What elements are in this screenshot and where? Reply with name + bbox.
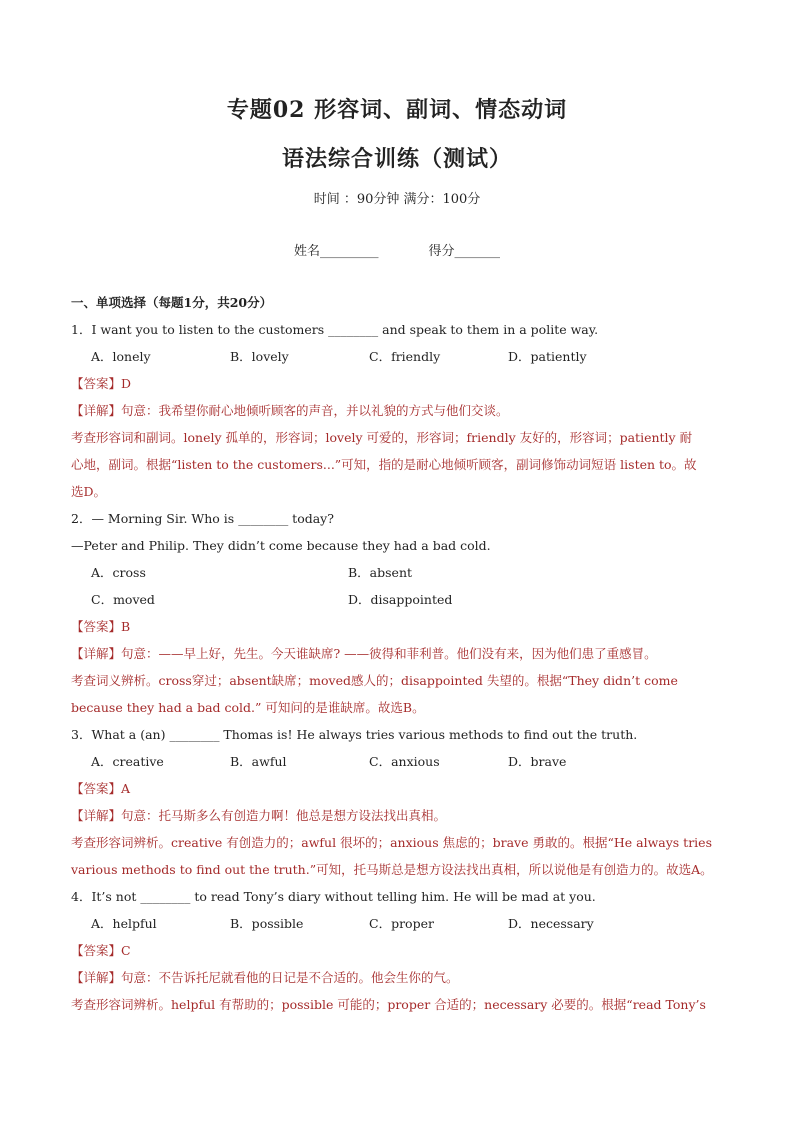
detail-line: 心地，副词。根据“listen to the customers...”可知，指的是耐心地倾听顾客，副词修饰动词短语 listen to。故 <box>71 457 697 472</box>
option-a: A．helpful <box>91 916 157 931</box>
detail-line: 【详解】句意：——早上好，先生。今天谁缺席? ——彼得和菲利普。他们没有来，因为他们患了重感冒。 <box>71 646 657 661</box>
option-c: C．proper <box>369 916 434 931</box>
detail-line: 【详解】句意：托马斯多么有创造力啊！他总是想方设法找出真相。 <box>71 808 447 823</box>
detail-line: various methods to find out the truth.”可知，托马斯总是想方设法找出真相，所以说他是有创造力的。故选A。 <box>71 862 713 877</box>
section-title: 一、单项选择（每题1分，共20分） <box>71 295 273 310</box>
detail-line: 【详解】句意：我希望你耐心地倾听顾客的声音，并以礼貌的方式与他们交谈。 <box>71 403 509 418</box>
option-d: D．necessary <box>508 916 594 931</box>
option-b: B．absent <box>348 565 413 580</box>
question-stem: 3．What a (an) ________ Thomas is! He always tries various methods to find out the truth. <box>71 727 638 742</box>
score-field-label: 得分_______ <box>428 244 501 259</box>
detail-line: 【详解】句意：不告诉托尼就看他的日记是不合适的。他会生你的气。 <box>71 970 459 985</box>
option-d: D．disappointed <box>348 592 453 607</box>
detail-line: 考查形容词辨析。creative 有创造力的；awful 很坏的；anxious 焦虑的；brave 勇敢的。根据“He always tries <box>71 835 712 850</box>
option-d: D．brave <box>508 754 567 769</box>
answer-line: 【答案】B <box>71 619 131 634</box>
option-b: B．awful <box>230 754 287 769</box>
option-a: A．creative <box>91 754 164 769</box>
name-score-line <box>0 240 794 259</box>
option-a: A．lonely <box>91 349 151 364</box>
document-title: 专题02 形容词、副词、情态动词 <box>226 97 568 123</box>
document-subtitle: 语法综合训练（测试） <box>281 146 512 172</box>
options-row <box>71 343 726 370</box>
option-c: C．anxious <box>369 754 440 769</box>
detail-line: 考查形容词和副词。lonely 孤单的，形容词；lovely 可爱的，形容词；friendly 友好的，形容词；patiently 耐 <box>71 430 693 445</box>
answer-line: 【答案】D <box>71 376 132 391</box>
options-row <box>71 910 726 937</box>
option-c: C．moved <box>91 592 155 607</box>
option-c: C．friendly <box>369 349 441 364</box>
detail-line: because they had a bad cold.” 可知问的是谁缺席。故选B。 <box>71 700 425 715</box>
options-row <box>71 586 726 613</box>
detail-line: 选D。 <box>71 484 107 499</box>
answer-line: 【答案】C <box>71 943 131 958</box>
question-stem: 1．I want you to listen to the customers ________ and speak to them in a polite way. <box>71 322 599 337</box>
time-score-info: 时间 ：90分钟 满分：100分 <box>313 192 481 207</box>
option-b: B．possible <box>230 916 304 931</box>
options-row <box>71 559 726 586</box>
question-stem: 2．— Morning Sir. Who is ________ today? <box>71 511 334 526</box>
question-stem-continued: —Peter and Philip. They didn’t come because they had a bad cold. <box>71 538 491 553</box>
name-field-label: 姓名_________ <box>293 244 379 259</box>
option-d: D．patiently <box>508 349 587 364</box>
content-body <box>71 289 726 1018</box>
options-row <box>71 748 726 775</box>
option-a: A．cross <box>91 565 146 580</box>
detail-line: 考查词义辨析。cross穿过；absent缺席；moved感人的；disappointed 失望的。根据“They didn’t come <box>71 673 678 688</box>
question-stem: 4．It’s not ________ to read Tony’s diary without telling him. He will be mad at you. <box>71 889 596 904</box>
option-b: B．lovely <box>230 349 289 364</box>
answer-line: 【答案】A <box>71 781 131 796</box>
detail-line: 考查形容词辨析。helpful 有帮助的；possible 可能的；proper 合适的；necessary 必要的。根据“read Tony’s <box>71 997 706 1012</box>
